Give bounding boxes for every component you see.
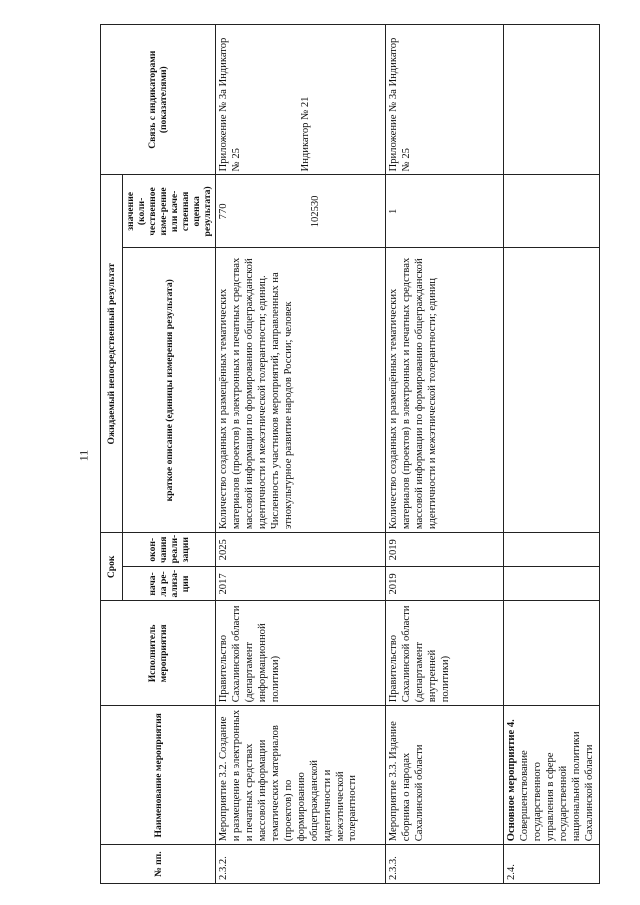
header-term-end: окон-чания реали-зации <box>123 533 216 567</box>
header-executor: Исполнитель мероприятия <box>101 601 216 706</box>
row-value <box>216 175 386 248</box>
row-value-1: 770 <box>218 203 230 220</box>
row-start-empty <box>504 567 599 601</box>
row-link-1: Приложение № 3а Индикатор № 25 <box>218 37 243 172</box>
header-link: Связь с индикаторами (показателями) <box>101 25 216 175</box>
row-start: 2019 <box>386 567 504 601</box>
table-row <box>216 25 386 884</box>
header-no: № пп. <box>101 845 216 884</box>
row-desc <box>216 248 386 533</box>
row-value-empty <box>504 175 599 248</box>
table-row <box>504 25 599 884</box>
row-desc: Количество созданных и размещённых тематических материалов (проектов) в электронных и печатных средствах массовой информации по формированию общегражданской идентичности и межэтнической толерантности; единиц <box>386 248 504 533</box>
row-desc-2: Численность участников мероприятий, направленных на этнокультурное развитие народов России; человек <box>269 272 294 530</box>
row-executor: Правительство Сахалинской области (департамент внутренней политики) <box>386 601 504 706</box>
row-start: 2017 <box>216 567 386 601</box>
row-name: Мероприятие 3.2. Создание и размещение в электронных и печатных средствах массовой информации тематических материалов (проектов) по формированию общегражданской идентичности и межэтнической толерантности <box>216 706 386 845</box>
row-desc-empty <box>504 248 599 533</box>
header-term-start: нача-ла ре-ализа-ции <box>123 567 216 601</box>
page-number: 11 <box>76 449 91 462</box>
row-end-empty <box>504 533 599 567</box>
row-end: 2025 <box>216 533 386 567</box>
row-name-bold: Основное мероприятие 4. <box>506 719 518 842</box>
rotated-table-page <box>96 12 606 892</box>
row-no: 2.3.2. <box>216 845 386 884</box>
header-term: Срок <box>101 533 123 601</box>
row-link-empty <box>504 25 599 175</box>
row-executor-empty <box>504 601 599 706</box>
row-value-2: 102530 <box>310 195 322 228</box>
row-name <box>504 706 599 845</box>
row-link: Приложение № 3а Индикатор № 25 <box>386 25 504 175</box>
row-end: 2019 <box>386 533 504 567</box>
row-name: Мероприятие 3.3. Издание сборника о народах Сахалинской области <box>386 706 504 845</box>
row-no: 2.4. <box>504 845 599 884</box>
row-value: 1 <box>386 175 504 248</box>
header-result-value: значение (коли-чественное изме-рение или каче-ственная оценка результата) <box>123 175 216 248</box>
header-result: Ожидаемый непосредственный результат <box>101 175 123 533</box>
row-executor: Правительство Сахалинской области (департамент информационной политики) <box>216 601 386 706</box>
row-link-2: Индикатор № 21 <box>300 96 312 172</box>
row-desc-1: Количество созданных и размещённых тематических материалов (проектов) в электронных и печатных средствах массовой информации по формированию общегражданской идентичности и межэтнической толерантности; единиц. <box>218 257 269 530</box>
table-row <box>386 25 504 884</box>
row-link <box>216 25 386 175</box>
row-name-rest: Совершенствование государственного управления в сфере государственной национальной политики Сахалинской области <box>519 731 595 842</box>
row-no: 2.3.3. <box>386 845 504 884</box>
activities-table <box>100 24 600 884</box>
header-result-desc: краткое описание (единицы измерения результата) <box>123 248 216 533</box>
header-name: Наименование мероприятия <box>101 706 216 845</box>
